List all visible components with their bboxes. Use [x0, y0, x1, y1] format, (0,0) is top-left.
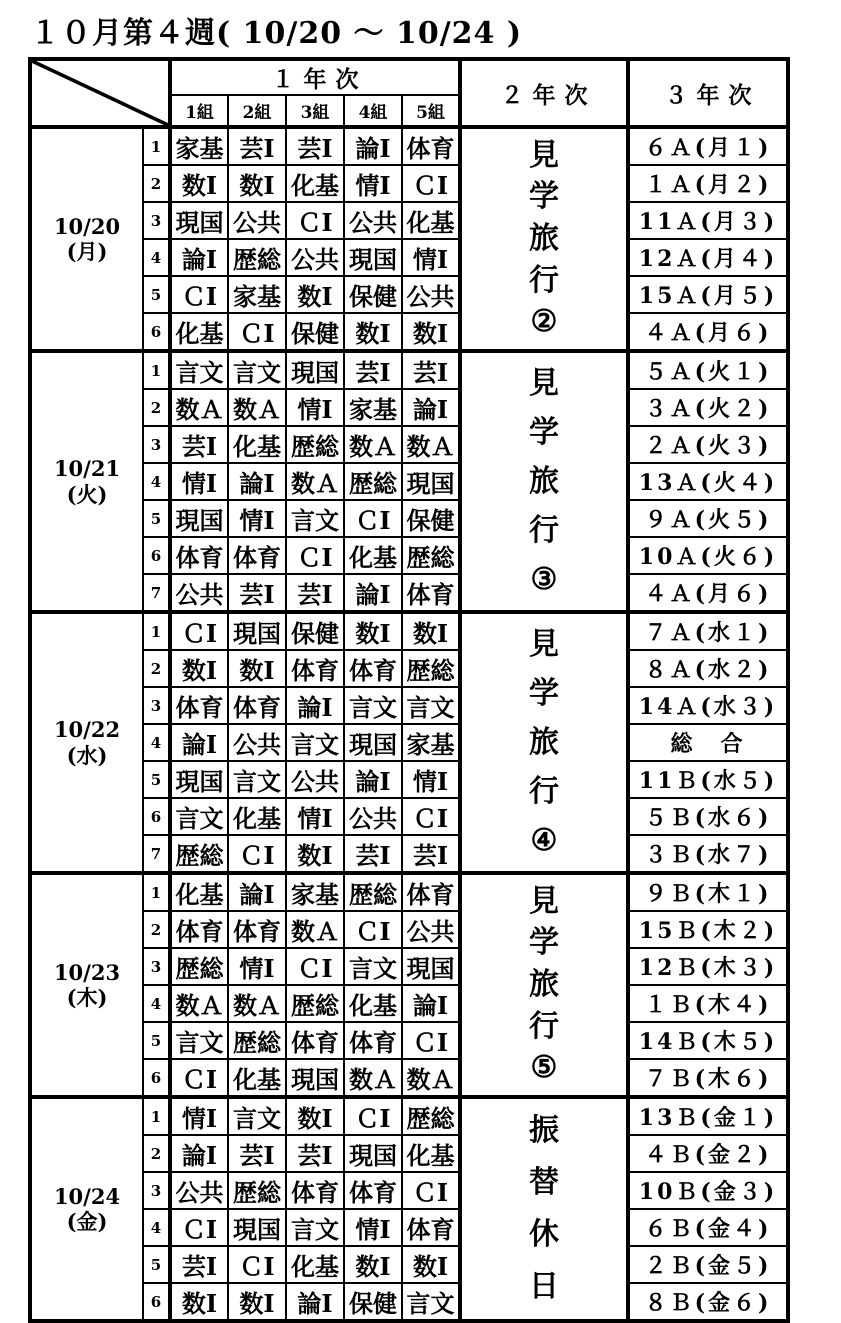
subject-cell: 数Ⅰ — [344, 1246, 402, 1283]
subject-cell: 公共 — [170, 1172, 228, 1209]
subject-cell: 言文 — [286, 724, 344, 761]
day-date: 10/24 — [53, 1183, 121, 1209]
subject-cell: 芸Ⅰ — [170, 1246, 228, 1283]
subject-cell: 家基 — [228, 276, 286, 313]
year2-activity-text: 見 学 旅 行 ④ — [529, 626, 559, 858]
subject-cell: 公共 — [344, 202, 402, 239]
subject-cell: 歴総 — [170, 835, 228, 873]
period-number: 7 — [143, 835, 170, 873]
year2-activity-text: 見 学 旅 行 ② — [529, 137, 559, 340]
year3-class: 11Ａ(月３) — [628, 202, 788, 239]
subject-cell: 公共 — [402, 911, 460, 948]
subject-cell: 数Ａ — [402, 1059, 460, 1097]
subject-cell: 芸Ⅰ — [228, 127, 286, 165]
period-number: 6 — [143, 1059, 170, 1097]
period-number: 5 — [143, 276, 170, 313]
period-number: 3 — [143, 1172, 170, 1209]
subject-cell: 芸Ⅰ — [228, 1135, 286, 1172]
subject-cell: 体育 — [170, 537, 228, 574]
year3-class: ３Ａ(火２) — [628, 389, 788, 426]
subject-cell: 芸Ⅰ — [286, 1135, 344, 1172]
subject-cell: 言文 — [170, 1022, 228, 1059]
subject-cell: ＣⅠ — [344, 500, 402, 537]
subject-cell: 家基 — [344, 389, 402, 426]
subject-cell: 言文 — [228, 351, 286, 389]
subject-cell: 数Ａ — [344, 426, 402, 463]
period-number: 2 — [143, 911, 170, 948]
day-label — [30, 351, 143, 612]
subject-cell: 現国 — [228, 1209, 286, 1246]
year3-class: ６Ａ(月１) — [628, 127, 788, 165]
day-date: 10/21 — [53, 456, 121, 482]
year3-class: 10Ａ(火６) — [628, 537, 788, 574]
subject-cell: 情Ⅰ — [170, 463, 228, 500]
period-number: 2 — [143, 389, 170, 426]
subject-cell: 数Ⅰ — [170, 1283, 228, 1321]
header-class-3: 3組 — [286, 95, 344, 127]
timetable-row — [30, 426, 788, 463]
subject-cell: 公共 — [402, 276, 460, 313]
day-label — [30, 1097, 143, 1321]
subject-cell: 言文 — [228, 761, 286, 798]
subject-cell: 論Ⅰ — [344, 574, 402, 612]
subject-cell: 歴総 — [344, 873, 402, 911]
subject-cell: 保健 — [402, 500, 460, 537]
subject-cell: 論Ⅰ — [402, 389, 460, 426]
year2-activity — [460, 127, 628, 351]
subject-cell: 言文 — [402, 1283, 460, 1321]
subject-cell: 保健 — [344, 276, 402, 313]
subject-cell: 体育 — [402, 1209, 460, 1246]
subject-cell: 数Ⅰ — [170, 165, 228, 202]
subject-cell: 現国 — [170, 761, 228, 798]
header-year1: １年次 — [170, 59, 460, 95]
period-number: 1 — [143, 127, 170, 165]
subject-cell: 公共 — [344, 798, 402, 835]
subject-cell: 化基 — [402, 202, 460, 239]
year3-class: ９Ｂ(木１) — [628, 873, 788, 911]
subject-cell: 保健 — [344, 1283, 402, 1321]
subject-cell: 家基 — [170, 127, 228, 165]
year3-class: ７Ａ(水１) — [628, 612, 788, 650]
day-label — [30, 873, 143, 1097]
subject-cell: 論Ⅰ — [286, 687, 344, 724]
subject-cell: 数Ⅰ — [228, 650, 286, 687]
year3-class: ９Ａ(火５) — [628, 500, 788, 537]
subject-cell: 公共 — [286, 239, 344, 276]
subject-cell: 化基 — [170, 873, 228, 911]
subject-cell: 芸Ⅰ — [286, 574, 344, 612]
subject-cell: 情Ⅰ — [344, 165, 402, 202]
subject-cell: 芸Ⅰ — [228, 574, 286, 612]
subject-cell: 芸Ⅰ — [344, 351, 402, 389]
period-number: 5 — [143, 761, 170, 798]
year3-class: ３Ｂ(水７) — [628, 835, 788, 873]
year3-class: 11Ｂ(水５) — [628, 761, 788, 798]
subject-cell: 数Ⅰ — [286, 1097, 344, 1135]
subject-cell: 化基 — [170, 313, 228, 351]
timetable-row — [30, 1209, 788, 1246]
subject-cell: ＣⅠ — [402, 1022, 460, 1059]
timetable-row — [30, 1246, 788, 1283]
header-class-1: 1組 — [170, 95, 228, 127]
subject-cell: 数Ⅰ — [228, 1283, 286, 1321]
day-date: 10/22 — [53, 717, 121, 743]
subject-cell: 数Ⅰ — [402, 1246, 460, 1283]
subject-cell: 化基 — [228, 1059, 286, 1097]
year3-class: 総 合 — [628, 724, 788, 761]
period-number: 1 — [143, 873, 170, 911]
day-weekday: (水) — [66, 742, 108, 768]
subject-cell: 歴総 — [402, 537, 460, 574]
subject-cell: 現国 — [170, 500, 228, 537]
subject-cell: 化基 — [402, 1135, 460, 1172]
subject-cell: 数Ⅰ — [228, 165, 286, 202]
subject-cell: 歴総 — [402, 650, 460, 687]
subject-cell: 情Ⅰ — [402, 761, 460, 798]
timetable-row — [30, 537, 788, 574]
subject-cell: 情Ⅰ — [228, 948, 286, 985]
timetable-row — [30, 202, 788, 239]
period-number: 4 — [143, 239, 170, 276]
timetable-row — [30, 798, 788, 835]
subject-cell: 現国 — [344, 1135, 402, 1172]
subject-cell: 保健 — [286, 612, 344, 650]
subject-cell: 体育 — [286, 650, 344, 687]
subject-cell: 論Ⅰ — [170, 724, 228, 761]
timetable-row — [30, 127, 788, 165]
subject-cell: 情Ⅰ — [286, 798, 344, 835]
timetable-row — [30, 1022, 788, 1059]
subject-cell: 情Ⅰ — [402, 239, 460, 276]
subject-cell: ＣⅠ — [402, 798, 460, 835]
subject-cell: 体育 — [344, 650, 402, 687]
year3-class: ６Ｂ(金４) — [628, 1209, 788, 1246]
subject-cell: ＣⅠ — [286, 537, 344, 574]
period-number: 2 — [143, 650, 170, 687]
year3-class: ４Ａ(月６) — [628, 574, 788, 612]
period-number: 3 — [143, 687, 170, 724]
day-weekday: (木) — [66, 985, 108, 1010]
subject-cell: 歴総 — [344, 463, 402, 500]
timetable-row — [30, 389, 788, 426]
period-number: 5 — [143, 1022, 170, 1059]
subject-cell: 化基 — [344, 537, 402, 574]
year3-class: １Ｂ(木４) — [628, 985, 788, 1022]
period-number: 6 — [143, 537, 170, 574]
day-date: 10/23 — [53, 959, 121, 985]
page-title: １０月第４週( 10/20 ～ 10/24 ) — [30, 16, 523, 51]
subject-cell: 数Ａ — [286, 463, 344, 500]
subject-cell: 体育 — [228, 911, 286, 948]
subject-cell: 歴総 — [286, 985, 344, 1022]
year3-class: ４Ｂ(金２) — [628, 1135, 788, 1172]
diagonal-divider-icon — [32, 61, 168, 125]
subject-cell: 化基 — [228, 426, 286, 463]
subject-cell: 歴総 — [228, 1022, 286, 1059]
subject-cell: 化基 — [228, 798, 286, 835]
subject-cell: 数Ⅰ — [286, 276, 344, 313]
subject-cell: 現国 — [286, 351, 344, 389]
subject-cell: 言文 — [286, 1209, 344, 1246]
subject-cell: 化基 — [286, 165, 344, 202]
period-number: 5 — [143, 500, 170, 537]
timetable-row — [30, 313, 788, 351]
subject-cell: 数Ⅰ — [286, 835, 344, 873]
timetable-row — [30, 911, 788, 948]
subject-cell: 言文 — [286, 500, 344, 537]
timetable-row — [30, 276, 788, 313]
subject-cell: 体育 — [402, 873, 460, 911]
year3-class: ８Ｂ(金６) — [628, 1283, 788, 1321]
timetable-row — [30, 687, 788, 724]
subject-cell: 芸Ⅰ — [402, 835, 460, 873]
timetable-row — [30, 650, 788, 687]
subject-cell: 芸Ⅰ — [344, 835, 402, 873]
subject-cell: 芸Ⅰ — [402, 351, 460, 389]
subject-cell: 歴総 — [170, 948, 228, 985]
year3-class: 10Ｂ(金３) — [628, 1172, 788, 1209]
subject-cell: 数Ⅰ — [344, 313, 402, 351]
day-date: 10/20 — [53, 213, 121, 239]
period-number: 5 — [143, 1246, 170, 1283]
header-year3: ３年次 — [628, 59, 788, 127]
timetable-row — [30, 351, 788, 389]
subject-cell: 論Ⅰ — [170, 1135, 228, 1172]
subject-cell: 体育 — [228, 687, 286, 724]
subject-cell: 体育 — [344, 1172, 402, 1209]
year3-class: 15Ａ(月５) — [628, 276, 788, 313]
subject-cell: 情Ⅰ — [228, 500, 286, 537]
subject-cell: 数Ａ — [402, 426, 460, 463]
timetable-body — [30, 127, 788, 1321]
subject-cell: 論Ⅰ — [344, 761, 402, 798]
year3-class: 12Ｂ(木３) — [628, 948, 788, 985]
year2-activity-text: 見 学 旅 行 ⑤ — [529, 883, 559, 1086]
period-number: 1 — [143, 351, 170, 389]
subject-cell: 体育 — [402, 574, 460, 612]
day-label — [30, 612, 143, 873]
subject-cell: 公共 — [286, 761, 344, 798]
subject-cell: 化基 — [286, 1246, 344, 1283]
year2-activity — [460, 1097, 628, 1321]
subject-cell: 歴総 — [402, 1097, 460, 1135]
subject-cell: 化基 — [344, 985, 402, 1022]
period-number: 4 — [143, 1209, 170, 1246]
period-number: 4 — [143, 724, 170, 761]
timetable-row — [30, 1097, 788, 1135]
day-weekday: (金) — [66, 1209, 108, 1234]
timetable-row — [30, 463, 788, 500]
period-number: 6 — [143, 798, 170, 835]
subject-cell: 体育 — [344, 1022, 402, 1059]
subject-cell: 言文 — [344, 687, 402, 724]
subject-cell: ＣⅠ — [228, 835, 286, 873]
period-number: 1 — [143, 1097, 170, 1135]
timetable-row — [30, 239, 788, 276]
period-number: 1 — [143, 612, 170, 650]
subject-cell: 情Ⅰ — [170, 1097, 228, 1135]
subject-cell: 情Ⅰ — [344, 1209, 402, 1246]
header-year2: ２年次 — [460, 59, 628, 127]
subject-cell: 現国 — [228, 612, 286, 650]
year3-class: 13Ａ(火４) — [628, 463, 788, 500]
year3-class: 14Ａ(水３) — [628, 687, 788, 724]
timetable-row — [30, 1283, 788, 1321]
subject-cell: ＣⅠ — [344, 911, 402, 948]
period-number: 3 — [143, 202, 170, 239]
subject-cell: 体育 — [402, 127, 460, 165]
year2-activity-text: 振 替 休 日 — [529, 1113, 559, 1304]
timetable-row — [30, 165, 788, 202]
year3-class: ４Ａ(月６) — [628, 313, 788, 351]
subject-cell: 言文 — [402, 687, 460, 724]
subject-cell: 現国 — [402, 463, 460, 500]
year3-class: ２Ｂ(金５) — [628, 1246, 788, 1283]
year3-class: ８Ａ(水２) — [628, 650, 788, 687]
subject-cell: ＣⅠ — [170, 1059, 228, 1097]
period-number: 2 — [143, 165, 170, 202]
timetable-row — [30, 1172, 788, 1209]
subject-cell: 数Ａ — [228, 389, 286, 426]
subject-cell: 現国 — [402, 948, 460, 985]
period-number: 7 — [143, 574, 170, 612]
subject-cell: ＣⅠ — [402, 165, 460, 202]
timetable-row — [30, 574, 788, 612]
subject-cell: 体育 — [286, 1022, 344, 1059]
subject-cell: ＣⅠ — [286, 948, 344, 985]
subject-cell: 数Ａ — [344, 1059, 402, 1097]
subject-cell: 数Ⅰ — [402, 313, 460, 351]
period-number: 6 — [143, 313, 170, 351]
subject-cell: 情Ⅰ — [286, 389, 344, 426]
subject-cell: 数Ａ — [170, 985, 228, 1022]
timetable-row — [30, 724, 788, 761]
subject-cell: 家基 — [402, 724, 460, 761]
subject-cell: ＣⅠ — [170, 276, 228, 313]
day-weekday: (月) — [66, 239, 108, 264]
subject-cell: 言文 — [344, 948, 402, 985]
subject-cell: 公共 — [228, 202, 286, 239]
year3-class: ２Ａ(火３) — [628, 426, 788, 463]
subject-cell: 論Ⅰ — [344, 127, 402, 165]
subject-cell: ＣⅠ — [402, 1172, 460, 1209]
subject-cell: 論Ⅰ — [286, 1283, 344, 1321]
subject-cell: 数Ａ — [170, 389, 228, 426]
year2-activity-text: 見 学 旅 行 ③ — [529, 365, 559, 597]
subject-cell: 数Ⅰ — [402, 612, 460, 650]
subject-cell: 現国 — [344, 724, 402, 761]
year3-class: 15Ｂ(木２) — [628, 911, 788, 948]
subject-cell: 論Ⅰ — [402, 985, 460, 1022]
timetable-row — [30, 873, 788, 911]
subject-cell: ＣⅠ — [228, 313, 286, 351]
day-label — [30, 127, 143, 351]
timetable-row — [30, 985, 788, 1022]
subject-cell: 家基 — [286, 873, 344, 911]
header-class-2: 2組 — [228, 95, 286, 127]
day-weekday: (火) — [66, 481, 108, 507]
year3-class: ５Ａ(火１) — [628, 351, 788, 389]
year2-activity — [460, 351, 628, 612]
subject-cell: ＣⅠ — [170, 612, 228, 650]
period-number: 4 — [143, 985, 170, 1022]
subject-cell: 数Ａ — [228, 985, 286, 1022]
timetable-row — [30, 500, 788, 537]
year3-class: 14Ｂ(木５) — [628, 1022, 788, 1059]
weekly-timetable — [28, 57, 790, 1323]
subject-cell: ＣⅠ — [228, 1246, 286, 1283]
period-number: 3 — [143, 426, 170, 463]
subject-cell: 数Ａ — [286, 911, 344, 948]
period-number: 2 — [143, 1135, 170, 1172]
subject-cell: 歴総 — [228, 1172, 286, 1209]
subject-cell: 論Ⅰ — [228, 873, 286, 911]
subject-cell: 体育 — [170, 911, 228, 948]
year3-class: １Ａ(月２) — [628, 165, 788, 202]
period-number: 6 — [143, 1283, 170, 1321]
subject-cell: 言文 — [170, 798, 228, 835]
subject-cell: 歴総 — [228, 239, 286, 276]
year2-activity — [460, 612, 628, 873]
subject-cell: 芸Ⅰ — [286, 127, 344, 165]
header-class-4: 4組 — [344, 95, 402, 127]
year3-class: ５Ｂ(水６) — [628, 798, 788, 835]
subject-cell: 現国 — [344, 239, 402, 276]
header-class-5: 5組 — [402, 95, 460, 127]
timetable-row — [30, 612, 788, 650]
subject-cell: 数Ⅰ — [170, 650, 228, 687]
subject-cell: 論Ⅰ — [170, 239, 228, 276]
timetable-row — [30, 948, 788, 985]
timetable-row — [30, 761, 788, 798]
subject-cell: 論Ⅰ — [228, 463, 286, 500]
subject-cell: 現国 — [286, 1059, 344, 1097]
timetable-row — [30, 1135, 788, 1172]
subject-cell: 言文 — [228, 1097, 286, 1135]
year3-class: ７Ｂ(木６) — [628, 1059, 788, 1097]
subject-cell: ＣⅠ — [170, 1209, 228, 1246]
period-number: 4 — [143, 463, 170, 500]
year3-class: 12Ａ(月４) — [628, 239, 788, 276]
subject-cell: 保健 — [286, 313, 344, 351]
subject-cell: 体育 — [228, 537, 286, 574]
subject-cell: 公共 — [170, 574, 228, 612]
subject-cell: 公共 — [228, 724, 286, 761]
subject-cell: 数Ⅰ — [344, 612, 402, 650]
corner-cell — [30, 59, 170, 127]
subject-cell: ＣⅠ — [344, 1097, 402, 1135]
subject-cell: 現国 — [170, 202, 228, 239]
subject-cell: 体育 — [170, 687, 228, 724]
year3-class: 13Ｂ(金１) — [628, 1097, 788, 1135]
timetable-row — [30, 1059, 788, 1097]
year2-activity — [460, 873, 628, 1097]
subject-cell: 歴総 — [286, 426, 344, 463]
period-number: 3 — [143, 948, 170, 985]
subject-cell: 芸Ⅰ — [170, 426, 228, 463]
subject-cell: 言文 — [170, 351, 228, 389]
timetable-row — [30, 835, 788, 873]
subject-cell: ＣⅠ — [286, 202, 344, 239]
subject-cell: 体育 — [286, 1172, 344, 1209]
